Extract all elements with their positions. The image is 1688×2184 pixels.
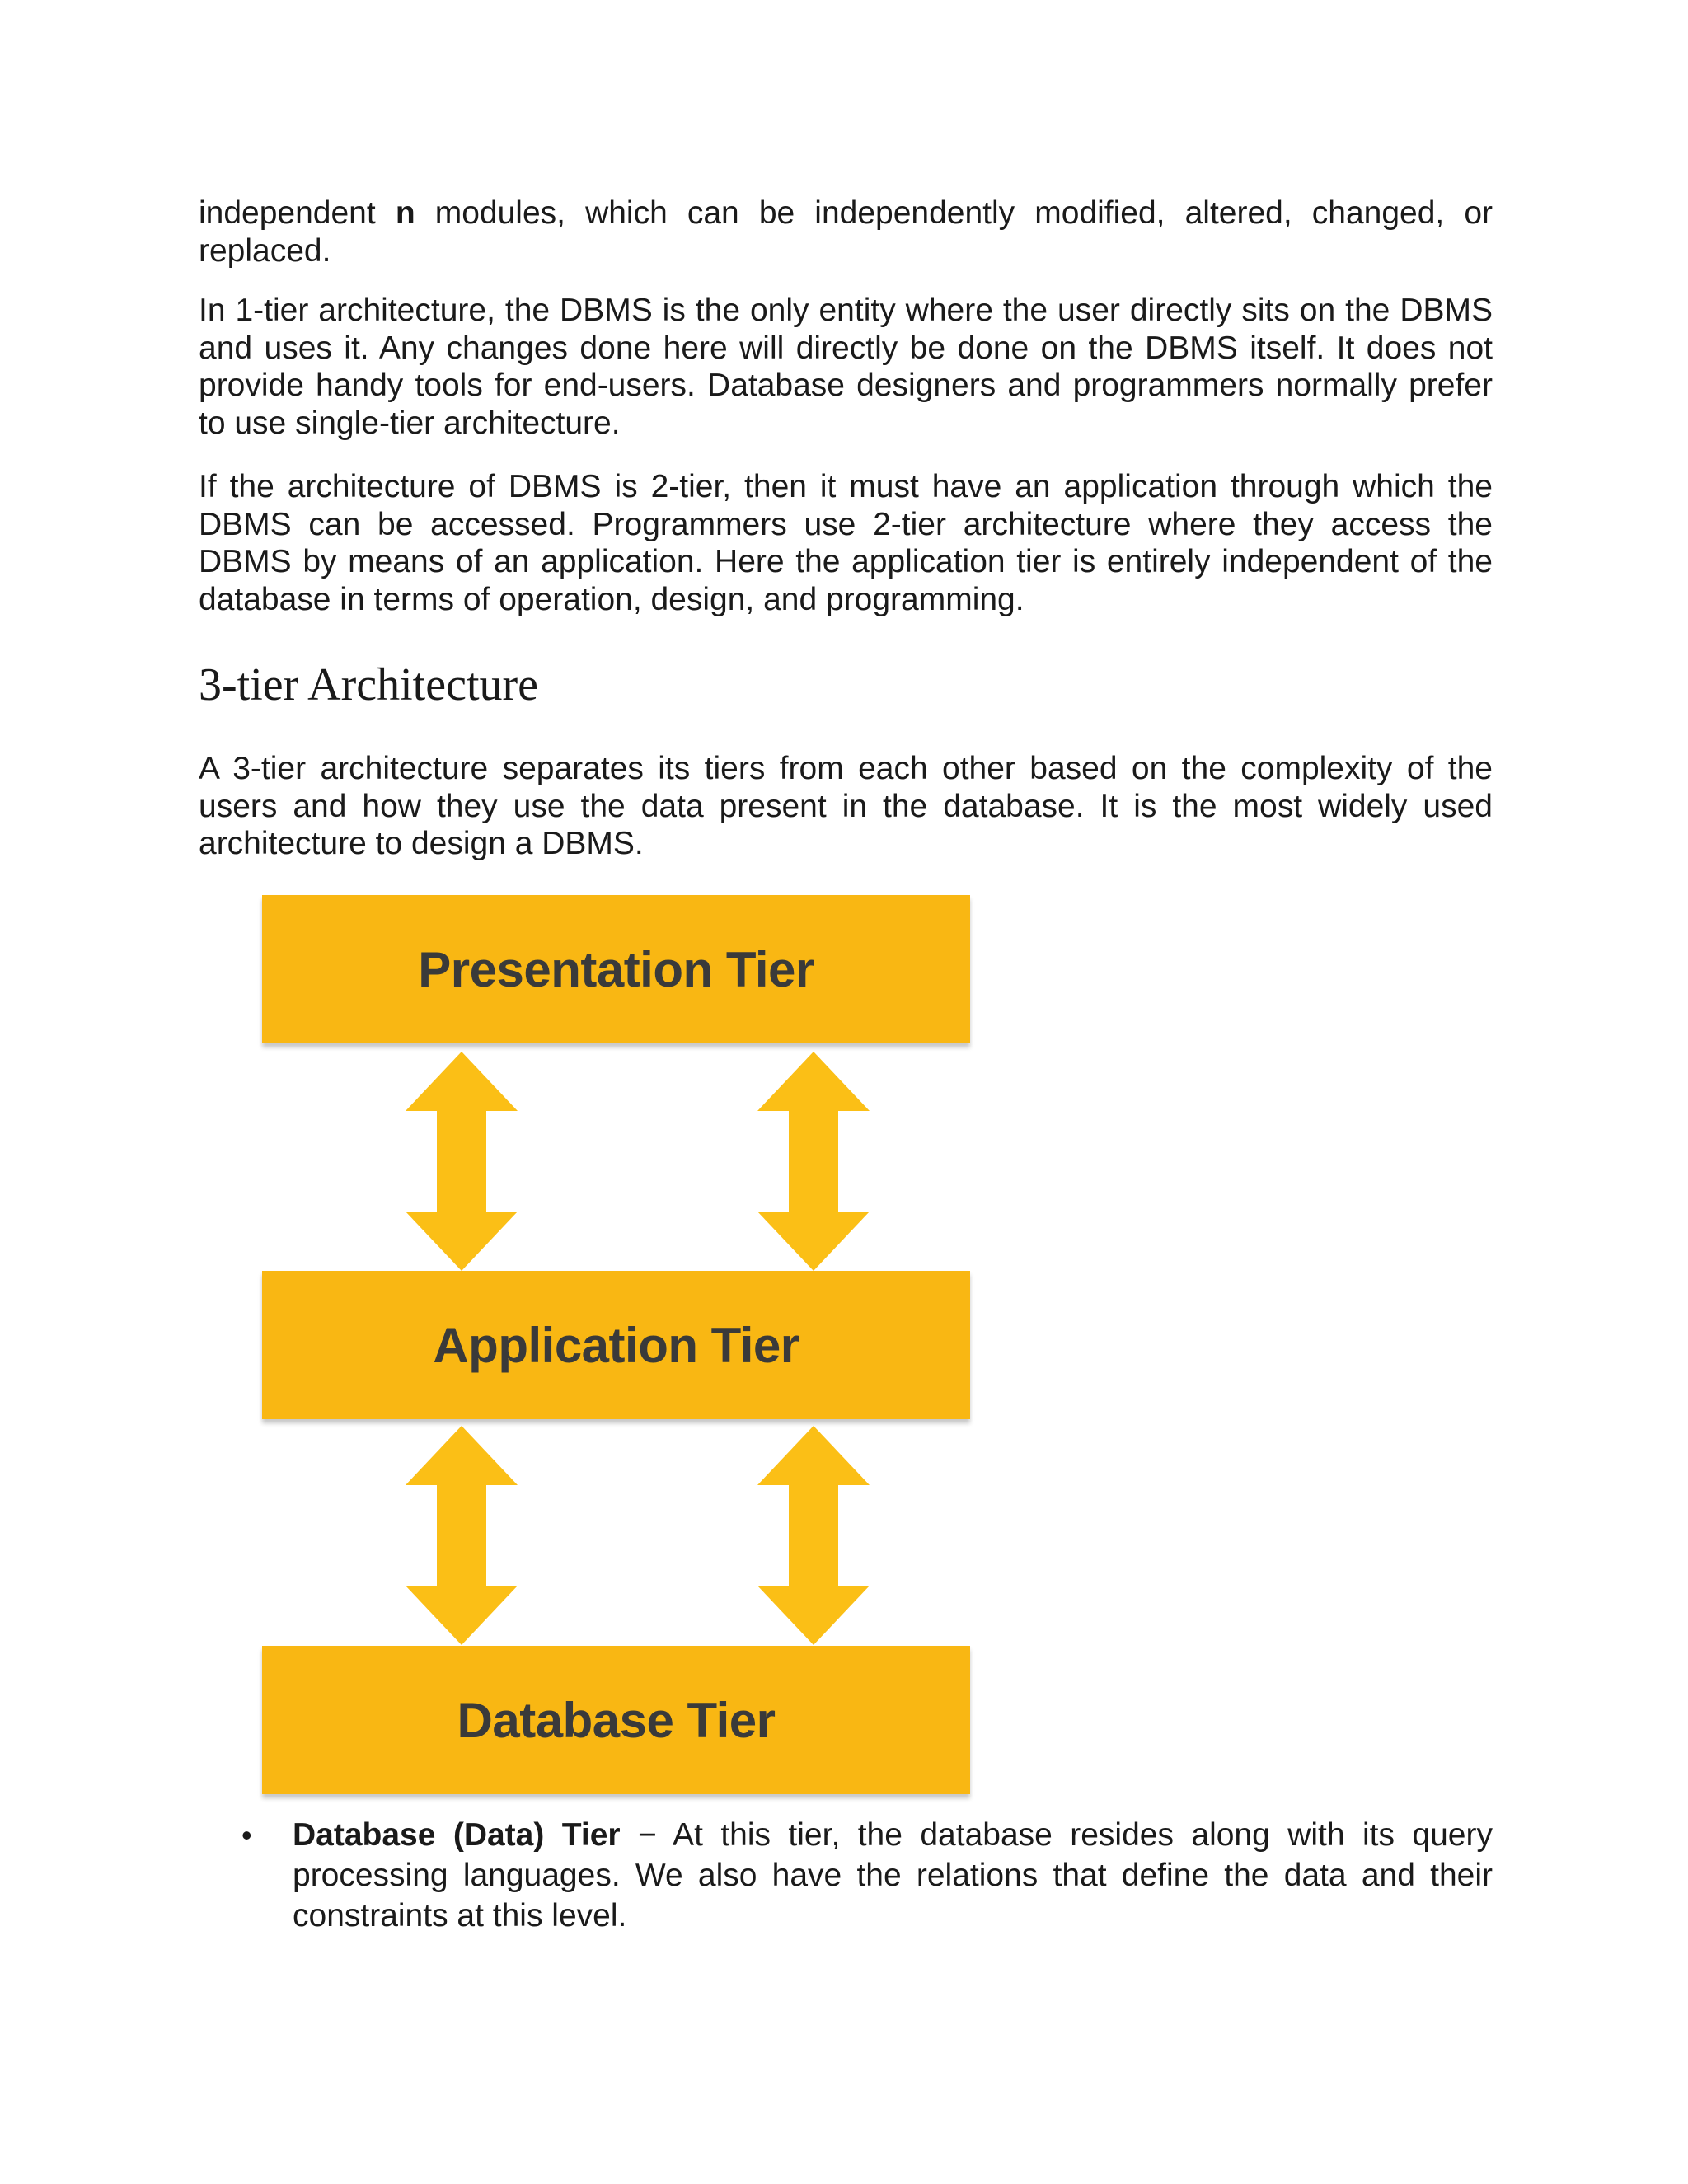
paragraph-text: independent [199, 195, 396, 231]
paragraph-3-tier: A 3-tier architecture separates its tiers from each other based on the complexity of the users and how they use the data present in the database. It is the most widely used architecture to design a DBMS. [199, 751, 1493, 861]
double-arrow-icon [756, 1424, 871, 1647]
database-tier-box: Database Tier [262, 1646, 970, 1794]
double-arrow-icon [404, 1050, 519, 1272]
bullet-list [199, 1815, 1493, 1936]
bullet-title: Database (Data) Tier [293, 1817, 621, 1853]
bullet-dot: • [241, 1818, 252, 1852]
presentation-tier-box: Presentation Tier [262, 895, 970, 1043]
application-tier-box: Application Tier [262, 1271, 970, 1419]
list-item [199, 1815, 1493, 1936]
paragraph-2-tier: If the architecture of DBMS is 2-tier, then it must have an application through which the DBMS can be accessed. Programmers use 2-tier architecture where they access the DBMS by means of an application. Here the application tier is entirely independent of the database in terms of operation, design, and programming. [199, 469, 1493, 617]
paragraph-text: modules, which can be independently modified, altered, changed, or replaced. [199, 195, 1493, 269]
section-heading: 3-tier Architecture [199, 659, 539, 710]
double-arrow-icon [404, 1424, 519, 1647]
paragraph-1-tier: In 1-tier architecture, the DBMS is the only entity where the user directly sits on the DBMS and uses it. Any changes done here will directly be done on the DBMS itself. It does not provide handy tools for end-users. Database designers and programmers normally prefer to use single-tier architecture. [199, 293, 1493, 441]
paragraph-modules [199, 194, 1493, 269]
bold-n: n [395, 195, 415, 231]
bullet-text: − At this tier, the database resides along with its query processing languages. We also have the relations that define the data and their constraints at this level. [293, 1817, 1493, 1933]
double-arrow-icon [756, 1050, 871, 1272]
